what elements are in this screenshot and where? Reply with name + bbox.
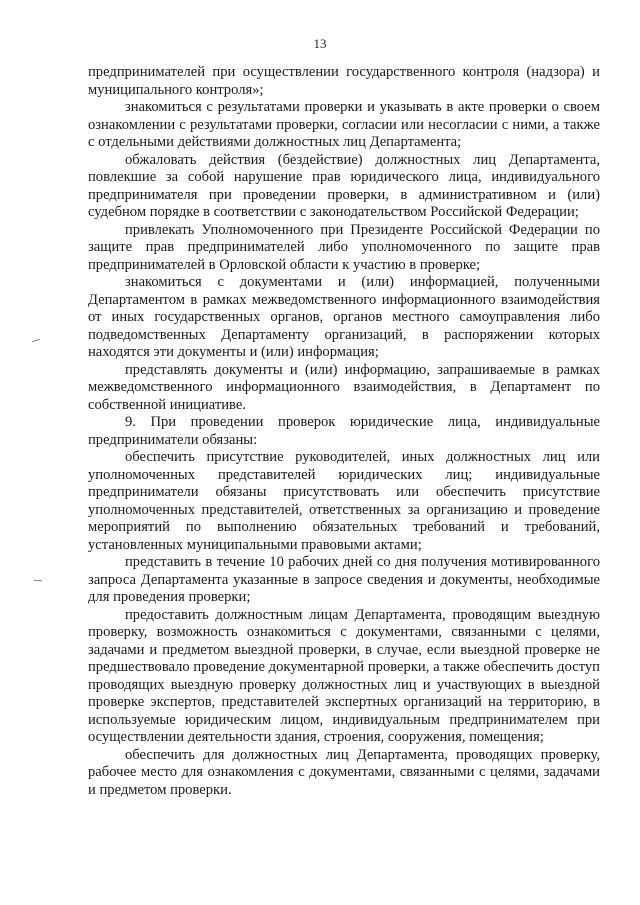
margin-mark	[34, 580, 42, 581]
paragraph-submit-documents: представлять документы и (или) информацию, запрашиваемые в рамках межведомственного информационного взаимодействия, в Департамент по собственной инициативе.	[88, 361, 600, 413]
paragraph-clause-9: 9. При проведении проверок юридические лица, индивидуальные предприниматели обязаны:	[88, 414, 600, 448]
paragraph-ensure-presence: обеспечить присутствие руководителей, иных должностных лиц или уполномоченных представителей юридических лиц; индивидуальные предприниматели обязаны присутствовать или обеспечить присутствие уполномоченных представителей, ответственных за организацию и проведение мероприятий по выполнению обязательных требований и требований, установленных муниципальными правовыми актами;	[88, 449, 600, 553]
paragraph-field-inspection: предоставить должностным лицам Департамента, проводящим выездную проверку, возможность ознакомиться с документами, связанными с целями, задачами и предметом выездной проверки, в случае, если выездной проверке не предшествовало проведение документарной проверки, а также обеспечить доступ проводящих выездную проверку должностных лиц и участвующих в выездной проверке экспертов, представителей экспертных организаций на территорию, в используемые юридическим лицом, индивидуальным предпринимателем при осуществлении деятельности здания, строения, сооружения, помещения;	[88, 606, 600, 745]
paragraph-familiarize-results: знакомиться с результатами проверки и указывать в акте проверки о своем ознакомлении с результатами проверки, согласии или несогласии с ними, а также с отдельными действиями должностных лиц Департамента;	[88, 99, 600, 150]
paragraph-workplace: обеспечить для должностных лиц Департамента, проводящих проверку, рабочее место для ознакомления с документами, связанными с целями, задачами и предметом проверки.	[88, 746, 600, 798]
page-number: 13	[313, 36, 327, 51]
paragraph-documents-received: знакомиться с документами и (или) информацией, полученными Департаментом в рамках межведомственного информационного взаимодействия от иных государственных органов, органов местного самоуправления либо подведомственных Департаменту организаций, в распоряжении которых находятся эти документы и (или) информация;	[88, 274, 600, 360]
paragraph-ombudsman: привлекать Уполномоченного при Президенте Российской Федерации по защите прав предпринимателей либо уполномоченного по защите прав предпринимателей в Орловской области к участию в проверке;	[88, 221, 600, 273]
paragraph-continuation: предпринимателей при осуществлении государственного контроля (надзора) и муниципального контроля»;	[88, 64, 600, 98]
paragraph-appeal: обжаловать действия (бездействие) должностных лиц Департамента, повлекшие за собой нарушение прав юридического лица, индивидуального предпринимателя при проведении проверки, в административном и (или) судебном порядке в соответствии с законодательством Российской Федерации;	[88, 151, 600, 220]
body-text	[88, 64, 600, 799]
margin-mark	[32, 339, 40, 343]
paragraph-provide-10-days: представить в течение 10 рабочих дней со дня получения мотивированного запроса Департамента указанные в запросе сведения и документы, необходимые для проведения проверки;	[88, 554, 600, 605]
